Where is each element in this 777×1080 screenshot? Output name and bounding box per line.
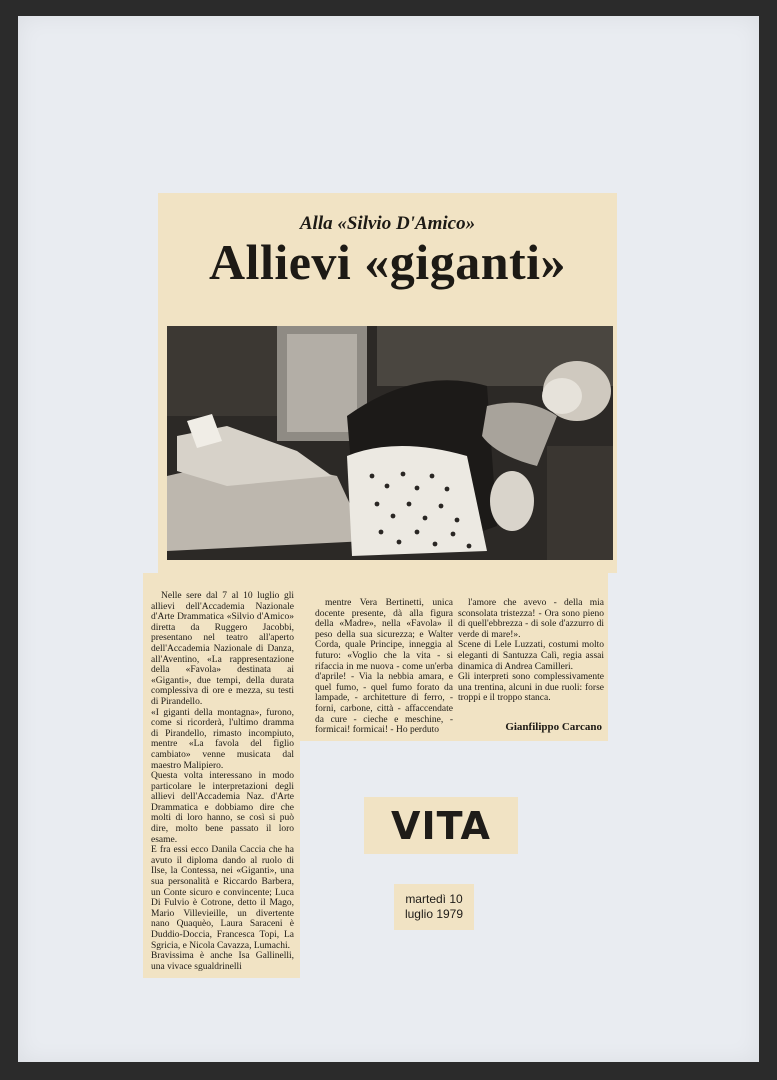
date-line-2: luglio 1979 [404,907,464,921]
clipping-header [158,193,617,573]
article-column-2: mentre Vera Bertinetti, unica docente presente, dà alla figura della «Madre», nella «Favola» il peso della sua sicurezza; e Walter Corda, quale Principe, inneggia al futuro: «Voglio che la vita - si rifaccia in me nuova - come un'erba d'aprile! - Via la nebbia amara, e quel fumo, - quel fumo forato da lampade, - architetture di ferro, - forni, carbone, città - affaccendate da cure - cieche e meschine, - formicai! formicai! - Ho perduto [315,598,453,736]
photo-illustration [167,326,613,560]
clipping-columns-2-3 [300,573,608,741]
article-column-1: Nelle sere dal 7 al 10 luglio gli allievi dell'Accademia Nazionale d'Arte Drammatica «Silvio d'Amico» diretta da Ruggero Jacobbi, presentano nel teatro all'aperto dell'Accademia Nazionale di Danza, all'Aventino, «La rappresentazione della «Favola» destinata ai «Giganti», due tempi, della durata complessiva di ore e mezza, su testi di Pirandello. «I giganti della montagna», furono, come si ricorderà, l'ultimo dramma di Pirandello, rimasto incompiuto, mentre «La favola del figlio cambiato» venne musicata dal maestro Malipiero. Questa volta interessano in modo particolare le interpretazioni degli allievi dell'Accademia Naz. d'Arte Drammatica e dobbiamo dire che molti di loro hanno, se così si può dire, molto bene passato il loro esame. E fra essi ecco Danila Caccia che ha avuto il diploma dando al ruolo di Ilse, la Contessa, nei «Giganti», una sua personalità e Riccardo Barbera, un Conte sicuro e convincente; Luca Di Fulvio è Cotrone, detto il Mago, Mario Villevieille, un divertente nano Quaquèo, Laura Saraceni è Duddio-Doccia, Francesca Topi, La Sgricia, e Nicola Cavazza, Lumachi. Bravissima è anche Isa Gallinelli, una vivace sgualdrinelli [151,591,294,972]
article-signature: Gianfilippo Carcano [505,721,602,733]
clipping-column-1 [143,573,300,978]
article-headline: Allievi «giganti» [208,234,567,290]
article-kicker: Alla «Silvio D'Amico» [299,213,476,234]
publication-date [394,884,474,930]
article-column-3: l'amore che avevo - della mia sconsolata tristezza! - Ora sono pieno di quell'ebbrezza - di sole d'azzurro di verde di mare!». Scene di Lele Luzzati, costumi molto eleganti di Santuzza Calì, regia assai dinamica di Andrea Camilleri. Gli interpreti sono complessivamente una trentina, alcuni in due ruoli: forse troppi e il troppo stanca. [458,598,604,704]
article-photo [167,326,613,560]
newspaper-masthead: VITA [364,797,518,854]
date-line-1: martedì 10 [405,892,463,906]
